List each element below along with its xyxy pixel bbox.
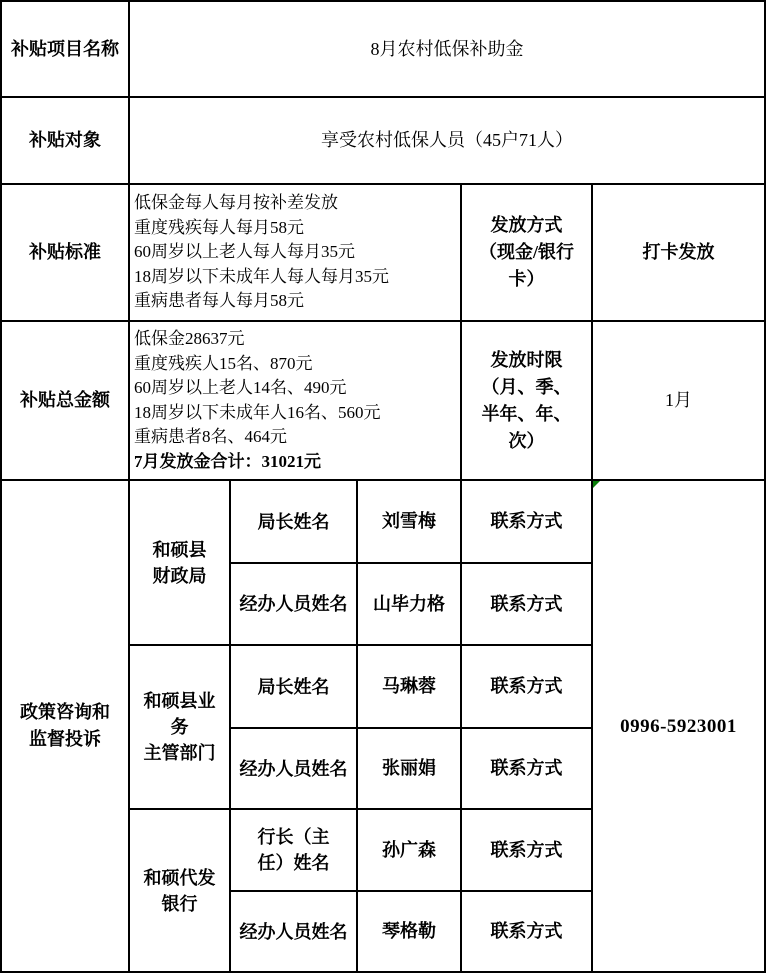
contact-method-label: 联系方式: [490, 593, 563, 614]
total-amount-label-cell: [2, 322, 130, 481]
org-competent-department-cell: [130, 646, 231, 810]
text-line: 银行: [161, 893, 198, 914]
person-name-cell: [358, 729, 462, 810]
text-line: 和硕代发: [143, 867, 216, 888]
text-line: 经办人员姓名: [239, 758, 348, 779]
text-line: 重度残疾人15名、870元: [134, 353, 313, 373]
text-line: （现金/银行: [478, 242, 574, 262]
text-line: 60周岁以上老人每人每月35元: [134, 242, 355, 262]
text-line: 经办人员姓名: [239, 921, 348, 942]
project-name-value: 8月农村低保补助金: [370, 38, 524, 59]
standard-label: 补贴标准: [29, 242, 101, 262]
contact-method-label: 联系方式: [490, 511, 563, 531]
text-line: 任）姓名: [257, 853, 330, 873]
text-line: 重病患者每人每月58元: [134, 291, 304, 311]
person-name-cell: [358, 564, 462, 646]
text-line: 重病患者8名、464元: [134, 427, 287, 446]
text-line: 18周岁以下未成年人每人每月35元: [134, 266, 389, 286]
project-name-value-cell: [130, 2, 764, 98]
text-line: 和硕县业: [143, 691, 216, 711]
text-line: 60周岁以上老人14名、490元: [134, 378, 347, 397]
text-line: 发放时限: [490, 349, 563, 370]
contact-method-cell: [462, 892, 593, 971]
text-line: （月、季、: [481, 376, 572, 397]
person-name: 孙广森: [382, 839, 436, 860]
payment-period-value-cell: [593, 322, 764, 481]
org-finance-bureau-cell: [130, 481, 231, 646]
text-line: 行长（主: [257, 827, 330, 847]
role-cell: [231, 810, 358, 892]
text-line: 发放方式: [490, 215, 563, 235]
person-name: 琴格勒: [382, 921, 436, 941]
text-line: 局长姓名: [257, 511, 330, 532]
contact-method-label: 联系方式: [490, 921, 563, 941]
payment-method-label-cell: [462, 185, 593, 322]
target-label-cell: [2, 98, 130, 185]
text-line: 半年、年、: [481, 403, 572, 424]
contact-method-label: 联系方式: [490, 839, 563, 860]
standard-content-cell: [130, 185, 462, 322]
person-name-cell: [358, 892, 462, 971]
target-value-cell: [130, 98, 764, 185]
text-line: 财政局: [152, 565, 207, 586]
phone-number-cell: [593, 481, 764, 971]
role-cell: [231, 646, 358, 729]
text-line: 卡）: [508, 269, 545, 289]
total-summary-line: 7月发放金合计：31021元: [134, 451, 321, 471]
contact-method-cell: [462, 481, 593, 564]
target-label: 补贴对象: [29, 130, 101, 150]
person-name-cell: [358, 481, 462, 564]
standard-label-cell: [2, 185, 130, 322]
text-line: 次）: [508, 430, 545, 451]
contact-method-cell: [462, 646, 593, 729]
role-cell: [231, 481, 358, 564]
payment-method-value-cell: [593, 185, 764, 322]
person-name: 张丽娟: [382, 758, 436, 778]
text-line: 主管部门: [143, 743, 216, 763]
phone-number: 0996-5923001: [620, 715, 737, 737]
person-name: 马琳蓉: [382, 676, 436, 696]
cell-error-corner-icon: [593, 481, 600, 488]
project-name-label-cell: [2, 2, 130, 98]
text-line: 政策咨询和: [20, 702, 110, 722]
role-cell: [231, 564, 358, 646]
contact-method-cell: [462, 564, 593, 646]
org-agent-bank-cell: [130, 810, 231, 971]
role-cell: [231, 729, 358, 810]
payment-period-value: 1月: [665, 390, 692, 410]
contact-method-label: 联系方式: [490, 758, 563, 778]
role-cell: [231, 892, 358, 971]
text-line: 重度残疾每人每月58元: [134, 217, 304, 237]
total-amount-label: 补贴总金额: [20, 390, 110, 410]
contact-method-cell: [462, 729, 593, 810]
person-name-cell: [358, 810, 462, 892]
project-name-label: 补贴项目名称: [11, 38, 119, 59]
person-name: 山毕力格: [373, 593, 445, 614]
text-line: 监督投诉: [29, 729, 101, 749]
contact-method-label: 联系方式: [490, 676, 563, 696]
target-value: 享受农村低保人员（45户71人）: [321, 130, 573, 150]
payment-method-value: 打卡发放: [642, 242, 715, 262]
text-line: 低保金每人每月按补差发放: [134, 193, 338, 213]
contact-method-cell: [462, 810, 593, 892]
person-name: 刘雪梅: [382, 511, 436, 531]
policy-label-cell: [2, 481, 130, 971]
text-line: 和硕县: [152, 539, 207, 560]
person-name-cell: [358, 646, 462, 729]
text-line: 经办人员姓名: [239, 594, 348, 614]
text-line: 18周岁以下未成年人16名、560元: [134, 402, 381, 422]
text-line: 务: [170, 717, 189, 737]
text-line: 低保金28637元: [134, 329, 245, 348]
text-line: 局长姓名: [257, 676, 330, 697]
payment-period-label-cell: [462, 322, 593, 481]
total-amount-content-cell: [130, 322, 462, 481]
